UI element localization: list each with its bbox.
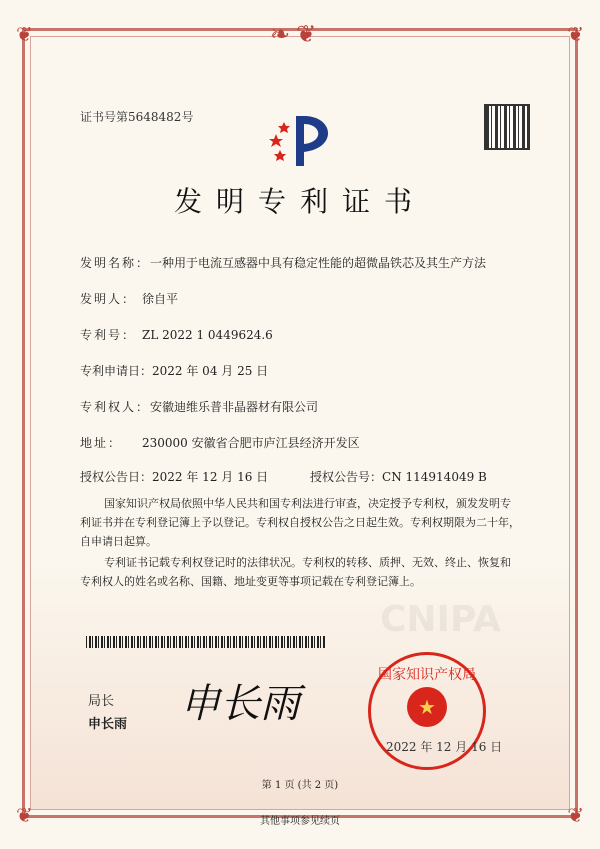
- signatory-title: 局长: [88, 694, 115, 709]
- barcode: [86, 636, 326, 648]
- field-label: 发明人：: [80, 292, 137, 306]
- qr-code: [484, 104, 530, 150]
- top-ornament-icon: ❧❦: [270, 20, 323, 48]
- field-label: 专利号：: [80, 328, 137, 342]
- corner-ornament-icon: ❦: [567, 803, 584, 827]
- field-label: 地址：: [80, 436, 123, 450]
- certificate-number: 证书号第5648482号: [80, 110, 194, 124]
- field-value: CN 114914049 B: [382, 470, 487, 484]
- field-grant-number: [310, 468, 487, 485]
- seal-date: 2022 年 12 月 16 日: [386, 740, 503, 754]
- footer-note: 其他事项参见续页: [260, 816, 340, 827]
- document-title: 发明专利证书: [173, 185, 426, 218]
- field-label: 授权公告日：: [80, 470, 153, 484]
- national-emblem-icon: ★: [407, 687, 447, 727]
- signatory-name: 申长雨: [88, 717, 128, 732]
- field-application-date: [80, 362, 268, 379]
- field-value: 徐自平: [142, 292, 179, 306]
- field-label: 发明名称：: [80, 256, 151, 270]
- field-patentee: [80, 398, 318, 415]
- field-label: 专利申请日：: [80, 364, 153, 378]
- page-number: 第 1 页 (共 2 页): [261, 780, 339, 791]
- watermark: CNIPA: [380, 599, 501, 640]
- field-patent-number: [80, 326, 273, 343]
- field-address: [80, 434, 360, 451]
- field-value: 230000 安徽省合肥市庐江县经济开发区: [142, 436, 360, 450]
- field-value: 2022 年 04 月 25 日: [152, 364, 269, 378]
- corner-ornament-icon: ❦: [567, 22, 584, 46]
- paragraph: 国家知识产权局依照中华人民共和国专利法进行审查，决定授予专利权，颁发发明专利证书并在专利登记簿上予以登记。专利权自授权公告之日起生效。专利权期限为二十年，自申请日起算。: [80, 497, 520, 548]
- corner-ornament-icon: ❦: [16, 803, 33, 827]
- corner-ornament-icon: ❦: [16, 22, 33, 46]
- seal-text: 国家知识产权局: [378, 667, 476, 683]
- paper-gradient: [31, 560, 569, 809]
- field-value: 安徽迪维乐普非晶器材有限公司: [150, 400, 319, 414]
- field-value: 2022 年 12 月 16 日: [152, 470, 269, 484]
- paragraph: 专利证书记载专利权登记时的法律状况。专利权的转移、质押、无效、终止、恢复和专利权人的姓名或名称、国籍、地址变更等事项记载在专利登记簿上。: [80, 556, 511, 588]
- field-grant-date: [80, 468, 268, 485]
- field-label: 授权公告号：: [310, 470, 383, 484]
- signature: 申长雨: [180, 681, 300, 727]
- field-inventor: [80, 290, 178, 307]
- field-label: 专利权人：: [80, 400, 151, 414]
- field-value: ZL 2022 1 0449624.6: [142, 328, 273, 342]
- cnipa-logo-icon: [262, 108, 342, 170]
- field-value: 一种用于电流互感器中具有稳定性能的超微晶铁芯及其生产方法: [150, 256, 487, 270]
- field-invention-name: [80, 254, 486, 271]
